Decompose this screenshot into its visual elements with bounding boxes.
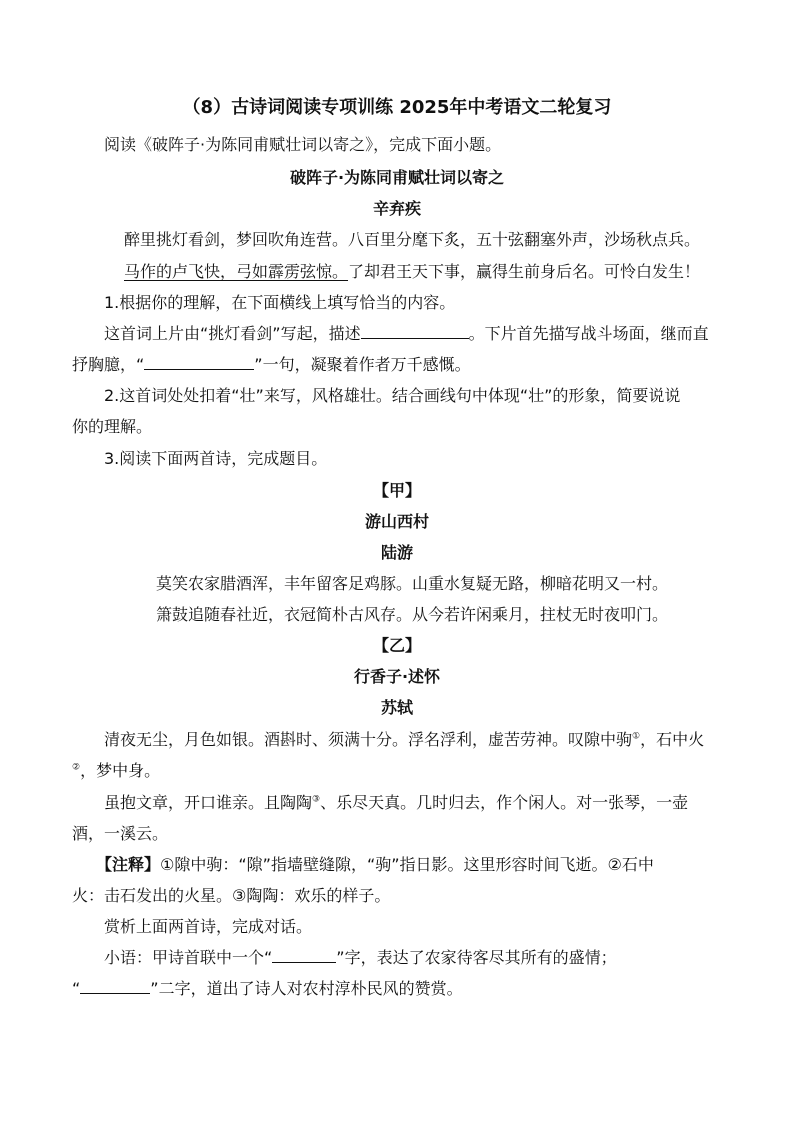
notes-label: 【注释】	[96, 855, 161, 874]
poem1-author: 辛弃疾	[372, 199, 421, 218]
q2-line1: 2.这首词处处扣着“壮”来写，风格雄壮。结合画线句中体现“壮”的形象，简要说说	[104, 386, 681, 405]
poem-jia-line2: 箫鼓追随春社近，衣冠简朴古风存。从今若许闲乘月，拄杖无时夜叩门。	[156, 605, 669, 624]
q1-answer-blank-2[interactable]	[144, 355, 254, 370]
poem1-line2-rest: 了却君王天下事，赢得生前身后名。可怜白发生！	[348, 262, 701, 281]
poem-yi-text: ，石中火	[640, 730, 705, 749]
q1-text-c: 抒胸臆，“	[72, 355, 145, 374]
poem-jia-author: 陆游	[380, 543, 413, 562]
q1-answer-blank-1[interactable]	[361, 324, 469, 339]
poem-yi-text: 、乐尽天真。几时归去，作个闲人。对一张琴，一壶	[320, 793, 689, 812]
dialog-text: ”二字，道出了诗人对农村淳朴民风的赞赏。	[150, 979, 463, 998]
poem-jia-label: 【甲】	[372, 481, 421, 500]
q1-text-d: ”一句，凝聚着作者万千感慨。	[254, 355, 471, 374]
dialog-line1	[104, 948, 617, 968]
q3-task: 赏析上面两首诗，完成对话。	[104, 917, 313, 936]
footnote-marker-3: ③	[312, 794, 321, 805]
poem-yi-para1-line2	[72, 761, 160, 781]
poem-yi-label: 【乙】	[372, 636, 421, 655]
dialog-text: ”字，表达了农家待客尽其所有的盛情；	[336, 948, 617, 967]
poem1-title: 破阵子·为陈同甫赋壮词以寄之	[289, 168, 505, 187]
page-title: （8）古诗词阅读专项训练 2025年中考语文二轮复习	[182, 97, 612, 118]
footnote-marker-1: ①	[632, 731, 641, 742]
q1-text-a: 这首词上片由“挑灯看剑”写起，描述	[104, 324, 361, 343]
poem-yi-para2-line1	[104, 793, 688, 813]
poem1-line1: 醉里挑灯看剑，梦回吹角连营。八百里分麾下炙，五十弦翻塞外声，沙场秋点兵。	[124, 230, 701, 249]
reading-intro: 阅读《破阵子·为陈同甫赋壮词以寄之》，完成下面小题。	[104, 135, 502, 154]
poem-yi-title: 行香子·述怀	[353, 667, 441, 686]
notes-line2: 火：击石发出的火星。③陶陶：欢乐的样子。	[72, 886, 391, 905]
poem-jia-line1: 莫笑农家腊酒浑，丰年留客足鸡豚。山重水复疑无路，柳暗花明又一村。	[156, 574, 669, 593]
poem-yi-text: 清夜无尘，月色如银。酒斟时、须满十分。浮名浮利，虚苦劳神。叹隙中驹	[104, 730, 633, 749]
poem-yi-text: ，梦中身。	[80, 761, 161, 780]
poem-yi-author: 苏轼	[380, 698, 413, 717]
notes-line1	[96, 855, 654, 875]
poem-jia-title: 游山西村	[364, 512, 429, 531]
q3-prompt: 3.阅读下面两首诗，完成题目。	[104, 449, 328, 468]
dialog-text: “	[72, 979, 81, 998]
q3-answer-blank-2[interactable]	[80, 979, 150, 994]
notes-text: ①隙中驹：“隙”指墙壁缝隙，“驹”指日影。这里形容时间飞逝。②石中	[160, 855, 654, 874]
q1-line2	[72, 355, 471, 375]
q1-prompt: 1.根据你的理解，在下面横线上填写恰当的内容。	[104, 293, 456, 312]
poem1-line2	[124, 262, 700, 282]
q3-answer-blank-1[interactable]	[272, 948, 336, 963]
q1-text-b: 。下片首先描写战斗场面，继而直	[468, 324, 709, 343]
poem-yi-para2-line2: 酒，一溪云。	[72, 824, 169, 843]
poem-yi-text: 虽抱文章，开口谁亲。且陶陶	[104, 793, 313, 812]
q2-line2: 你的理解。	[72, 417, 153, 436]
q1-line1	[104, 324, 709, 344]
footnote-marker-2: ②	[72, 762, 81, 773]
poem1-underlined-sentence: 马作的卢飞快，弓如霹雳弦惊。	[124, 262, 349, 281]
dialog-line2	[72, 979, 463, 999]
poem-yi-para1-line1	[104, 730, 704, 750]
dialog-text: 小语：甲诗首联中一个“	[104, 948, 273, 967]
